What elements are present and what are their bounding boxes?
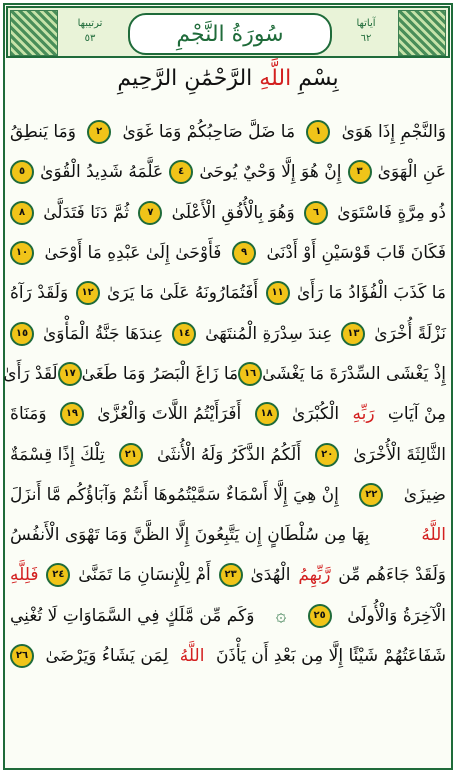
verse-text: إِنْ هُوَ إِلَّا وَحْيٌ يُوحَىٰ [199, 162, 342, 183]
verse-text: لَقَدْ رَأَىٰ [3, 363, 58, 384]
verse-text: فَكَانَ قَابَ قَوْسَيْنِ أَوْ أَدْنَىٰ [266, 243, 446, 264]
ayah-number-marker: ٢١ [119, 443, 143, 467]
ayah-number-marker: ١٦ [238, 362, 262, 386]
verse-line [10, 636, 446, 676]
verse-text: أَفَرَأَيْتُمُ اللَّاتَ وَالْعُزَّىٰ [97, 404, 242, 425]
basmala-part1: بِسْمِ [298, 66, 339, 91]
ayah-number-marker: ٢٥ [308, 604, 332, 628]
verse-lines [3, 112, 446, 676]
ayah-number-marker: ١٤ [172, 322, 196, 346]
verse-line [10, 394, 446, 434]
verse-text: وَلَقَدْ جَاءَهُم مِّن [338, 565, 446, 586]
ayah-number-marker: ٣ [348, 160, 372, 184]
meta-value: ٥٣ [84, 33, 96, 44]
verse-text: مَا ضَلَّ صَاحِبُكُمْ وَمَا غَوَىٰ [122, 122, 296, 143]
verse-line [10, 152, 446, 192]
ayah-number-marker: ١٢ [76, 281, 100, 305]
verse-text: وَالنَّجْمِ إِذَا هَوَىٰ [341, 122, 446, 143]
ayah-count-meta [336, 16, 396, 50]
ayah-number-marker: ١٥ [10, 322, 34, 346]
verse-text: الْآخِرَةُ وَالْأُولَىٰ [347, 605, 446, 626]
verse-text: ثُمَّ دَنَا فَتَدَلَّىٰ [43, 202, 130, 223]
verse-line [10, 434, 446, 474]
verse-text: الْكُبْرَىٰ [292, 404, 340, 425]
verse-text: عِندَهَا جَنَّةُ الْمَأْوَىٰ [42, 323, 164, 344]
divine-name-text: فَلِلَّهِ [10, 565, 39, 586]
ayah-number-marker: ٨ [10, 201, 34, 225]
surah-order-meta [60, 16, 120, 50]
verse-text: ذُو مِرَّةٍ فَاسْتَوَىٰ [337, 202, 446, 223]
ayah-number-marker: ٥ [10, 160, 34, 184]
meta-label: ترتيبها [77, 18, 103, 29]
ayah-number-marker: ٢٤ [46, 563, 70, 587]
verse-line [10, 596, 446, 636]
surah-title: سُورَةُ النَّجْمِ [128, 13, 332, 55]
verse-text: وَمَا يَنطِقُ [10, 122, 76, 143]
divine-name-text: رَّبِّهِمُ [298, 565, 331, 586]
verse-text: مَا زَاغَ الْبَصَرُ وَمَا طَغَىٰ [81, 363, 239, 384]
verse-text: وَكَم مِّن مَّلَكٍ فِي السَّمَاوَاتِ لَا تُغْنِي [10, 605, 255, 626]
header-ornament-left [10, 10, 58, 56]
verse-text: نَزْلَةً أُخْرَىٰ [374, 323, 446, 344]
verse-text: بِهَا مِن سُلْطَانٍ إِن يَتَّبِعُونَ إِلَّا الظَّنَّ وَمَا تَهْوَى الْأَنفُسُ [10, 525, 370, 546]
ayah-number-marker: ٤ [169, 160, 193, 184]
ayah-number-marker: ٢٣ [219, 563, 243, 587]
divine-name-text: رَبِّهِ [352, 404, 375, 425]
meta-value: ٦٢ [360, 33, 372, 44]
ayah-number-marker: ٢٠ [315, 443, 339, 467]
ayah-number-marker: ٧ [138, 201, 162, 225]
verse-line [10, 313, 446, 353]
ayah-number-marker: ١ [306, 120, 330, 144]
verse-text: أَفَتُمَارُونَهُ عَلَىٰ مَا يَرَىٰ [107, 283, 259, 304]
ayah-number-marker: ٢ [87, 120, 111, 144]
ayah-number-marker: ٦ [304, 201, 328, 225]
verse-text: مِنْ آيَاتِ [387, 404, 446, 425]
verse-text: مَا كَذَبَ الْفُؤَادُ مَا رَأَىٰ [296, 283, 446, 304]
verse-line [10, 233, 446, 273]
verse-line [10, 515, 446, 555]
verse-text: لِمَن يَشَاءُ وَيَرْضَىٰ [45, 646, 169, 666]
verse-text: الْهُدَىٰ [250, 565, 291, 586]
ayah-number-marker: ٢٢ [359, 483, 383, 507]
verse-text: تِلْكَ إِذًا قِسْمَةٌ [10, 444, 105, 465]
verse-line [10, 475, 446, 515]
basmala-allah: اللَّهِ [259, 66, 292, 91]
ayah-number-marker: ١١ [266, 281, 290, 305]
divine-name-text: اللَّهُ [179, 646, 205, 666]
verse-line [10, 273, 446, 313]
verse-text: وَهُوَ بِالْأُفُقِ الْأَعْلَىٰ [171, 202, 295, 223]
verse-text: أَمْ لِلْإِنسَانِ مَا تَمَنَّىٰ [78, 565, 211, 586]
verse-text: فَأَوْحَىٰ إِلَىٰ عَبْدِهِ مَا أَوْحَىٰ [44, 243, 222, 264]
verse-text: إِذْ يَغْشَى السِّدْرَةَ مَا يَغْشَىٰ [262, 363, 446, 384]
verse-text: وَمَنَاةَ [10, 404, 47, 425]
verse-text: إِنْ هِيَ إِلَّا أَسْمَاءٌ سَمَّيْتُمُوهَا أَنتُمْ وَآبَاؤُكُم مَّا أَنزَلَ [10, 484, 339, 505]
hizb-marker-icon: ۞ [275, 604, 287, 626]
verse-line [10, 555, 446, 595]
header-ornament-right [398, 10, 446, 56]
basmala-part2: الرَّحْمَٰنِ الرَّحِيمِ [117, 66, 253, 91]
ayah-number-marker: ١٠ [10, 241, 34, 265]
ayah-number-marker: ٢٦ [10, 644, 34, 668]
ayah-number-marker: ١٩ [60, 402, 84, 426]
verse-line [3, 354, 446, 394]
basmala [0, 66, 456, 106]
verse-line [10, 112, 446, 152]
ayah-number-marker: ٩ [232, 241, 256, 265]
verse-text: الثَّالِثَةَ الْأُخْرَىٰ [353, 444, 446, 465]
verse-text: ضِيزَىٰ [403, 484, 446, 505]
ayah-number-marker: ١٨ [255, 402, 279, 426]
verse-text: عِندَ سِدْرَةِ الْمُنتَهَىٰ [205, 323, 333, 344]
verse-text: وَلَقَدْ رَآهُ [10, 283, 69, 304]
verse-text: أَلَكُمُ الذَّكَرُ وَلَهُ الْأُنثَىٰ [157, 444, 302, 465]
verse-text: عَنِ الْهَوَىٰ [377, 162, 446, 183]
ayah-number-marker: ١٣ [341, 322, 365, 346]
divine-name-text: اللَّهُ [421, 525, 446, 546]
meta-label: آياتها [356, 18, 376, 29]
ayah-number-marker: ١٧ [58, 362, 82, 386]
surah-header [6, 6, 450, 58]
verse-text: عَلَّمَهُ شَدِيدُ الْقُوَىٰ [40, 162, 164, 183]
verse-line [10, 193, 446, 233]
verse-text: شَفَاعَتُهُمْ شَيْئًا إِلَّا مِن بَعْدِ أَن يَأْذَنَ [215, 646, 446, 666]
